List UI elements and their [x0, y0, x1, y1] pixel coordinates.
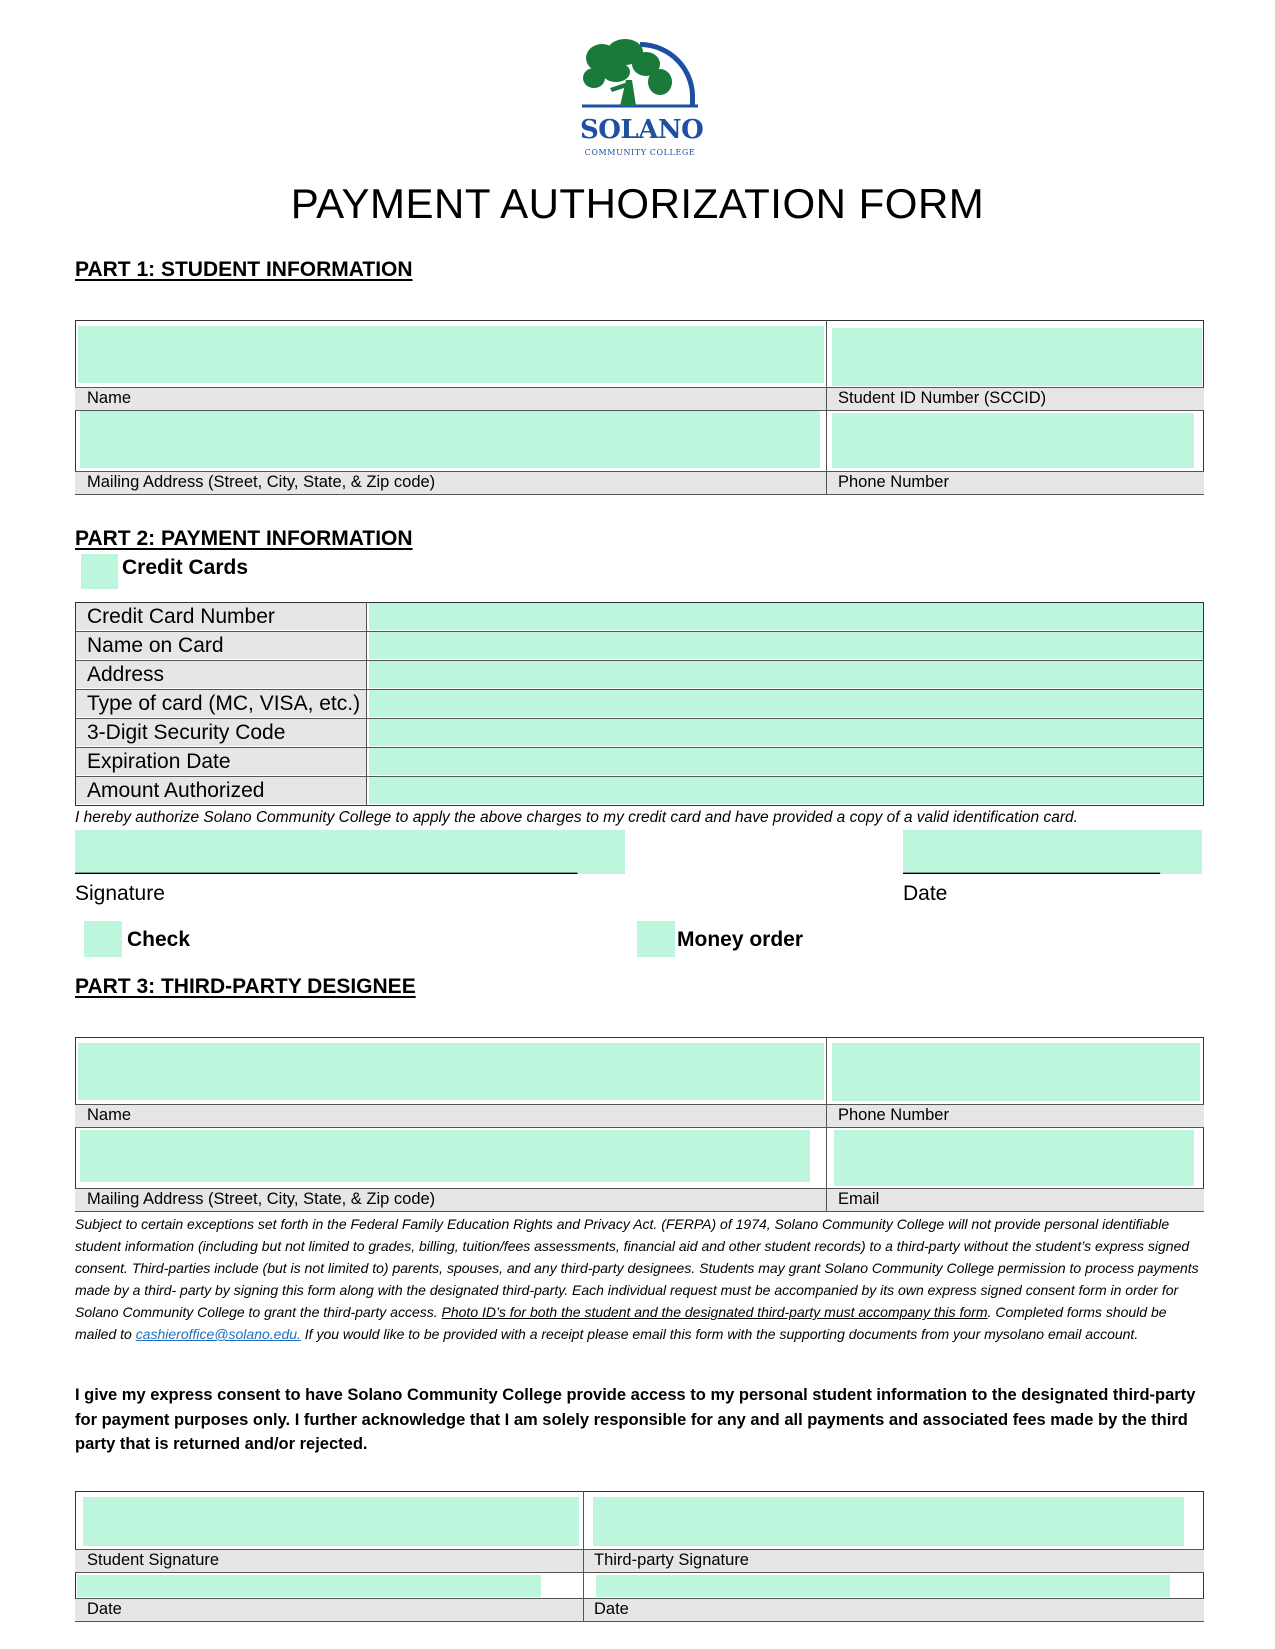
cc-row-label: Credit Card Number: [76, 603, 366, 630]
date-label: Date: [903, 882, 948, 905]
signature-label: Signature: [75, 882, 165, 905]
student-date-field[interactable]: [77, 1575, 541, 1597]
credit-cards-checkbox[interactable]: [81, 554, 118, 589]
label-row: [75, 1598, 1204, 1622]
student-phone-field[interactable]: [832, 413, 1194, 468]
ferpa-underlined: Photo ID’s for both the student and the designated third-party must accompany this form: [441, 1304, 988, 1320]
cashier-email-link[interactable]: cashieroffice@solano.edu.: [135, 1326, 301, 1342]
check-checkbox[interactable]: [84, 921, 122, 957]
cc-row-label: Type of card (MC, VISA, etc.): [76, 690, 366, 717]
ferpa-text-2: . Completed forms should be mailed to: [75, 1304, 1167, 1342]
cc-expiration-field[interactable]: [369, 748, 1203, 775]
ferpa-notice: [75, 1213, 1206, 1345]
table-divider: [583, 1549, 584, 1573]
table-divider: [75, 747, 1204, 748]
cc-row-label: Amount Authorized: [76, 777, 366, 804]
third-party-email-label: Email: [838, 1190, 880, 1208]
table-divider: [826, 471, 827, 495]
table-divider: [826, 387, 827, 411]
consent-paragraph: I give my express consent to have Solano Community College provide access to my personal student information to the designated third-party for payment purposes only. I further acknowledge that I am solely responsible for any and all payments and associated fees made by the third party that is returned and/or rejected.: [75, 1386, 1196, 1453]
tree-logo-icon: [580, 36, 700, 116]
cc-row-label: 3-Digit Security Code: [76, 719, 366, 746]
cc-number-field[interactable]: [369, 603, 1203, 630]
student-sccid-label: Student ID Number (SCCID): [838, 389, 1047, 407]
table-divider: [75, 718, 1204, 719]
page-title: PAYMENT AUTHORIZATION FORM: [290, 180, 985, 227]
cc-address-field[interactable]: [369, 661, 1203, 688]
third-party-address-field[interactable]: [80, 1130, 810, 1182]
credit-cards-label: Credit Cards: [122, 556, 249, 579]
student-sccid-field[interactable]: [832, 328, 1202, 386]
table-divider: [75, 776, 1204, 777]
cc-row-label: Expiration Date: [76, 748, 366, 775]
student-phone-label: Phone Number: [838, 473, 949, 491]
cc-name-field[interactable]: [369, 632, 1203, 659]
money-order-label: Money order: [677, 928, 804, 951]
table-divider: [583, 1598, 584, 1622]
student-signature-field[interactable]: [83, 1497, 579, 1546]
part3-heading: PART 3: THIRD-PARTY DESIGNEE: [75, 975, 416, 998]
student-address-label: Mailing Address (Street, City, State, & Zip code): [87, 473, 436, 491]
college-logo: [580, 36, 704, 161]
third-party-date-field[interactable]: [596, 1575, 1170, 1597]
table-divider: [826, 1188, 827, 1212]
third-party-email-field[interactable]: [834, 1130, 1194, 1186]
third-party-phone-field[interactable]: [832, 1043, 1200, 1101]
check-label: Check: [127, 928, 191, 951]
label-row: [75, 1104, 1204, 1128]
logo-subtitle: COMMUNITY COLLEGE: [584, 148, 696, 157]
table-divider: [75, 660, 1204, 661]
ferpa-text-3: If you would like to be provided with a receipt please email this form with the supporting documents from your mysolano email account.: [300, 1326, 1139, 1342]
third-party-signature-label: Third-party Signature: [594, 1551, 749, 1569]
cc-security-field[interactable]: [369, 719, 1203, 746]
third-party-address-label: Mailing Address (Street, City, State, & Zip code): [87, 1190, 436, 1208]
student-signature-label: Student Signature: [87, 1551, 220, 1569]
student-date-label: Date: [87, 1600, 122, 1618]
third-party-name-field[interactable]: [78, 1043, 824, 1100]
cc-type-field[interactable]: [369, 690, 1203, 717]
cc-row-label: Address: [76, 661, 366, 688]
date-line: ______________________: [903, 852, 1160, 875]
table-divider: [75, 689, 1204, 690]
student-name-label: Name: [87, 389, 132, 407]
logo-name: SOLANO: [580, 115, 704, 145]
authorize-text: I hereby authorize Solano Community College to apply the above charges to my credit card and have provided a copy of a valid identification card.: [75, 809, 1078, 826]
third-party-date-label: Date: [594, 1600, 629, 1618]
third-party-phone-label: Phone Number: [838, 1106, 949, 1124]
part2-heading: PART 2: PAYMENT INFORMATION: [75, 527, 413, 550]
student-name-field[interactable]: [78, 326, 824, 383]
third-party-signature-field[interactable]: [593, 1497, 1184, 1546]
table-divider: [826, 1104, 827, 1128]
cc-row-label: Name on Card: [76, 632, 366, 659]
money-order-checkbox[interactable]: [637, 921, 675, 957]
table-divider: [75, 631, 1204, 632]
cc-amount-field[interactable]: [369, 777, 1203, 804]
signature-line: ___________________________________________: [75, 852, 578, 875]
third-party-name-label: Name: [87, 1106, 132, 1124]
ferpa-text-1: Subject to certain exceptions set forth in the Federal Family Education Rights and Privacy Act. (FERPA) of 1974, Solano Community College will not provide personal identifiable student information (including but not limited to grades, billing, tuition/fees assessments, financial aid and other student records) to a third-party without the student’s express signed consent. Third-parties include (but is not limited to) parents, spouses, and any third-party designees. Students may grant Solano Community College permission to process payments made by a third- party by signing this form along with the designated third-party. Each individual request must be accompanied by its own express signed consent form in order for Solano Community College to grant the third-party access.: [75, 1216, 1199, 1320]
part1-heading: PART 1: STUDENT INFORMATION: [75, 258, 413, 281]
student-address-field[interactable]: [80, 411, 820, 468]
